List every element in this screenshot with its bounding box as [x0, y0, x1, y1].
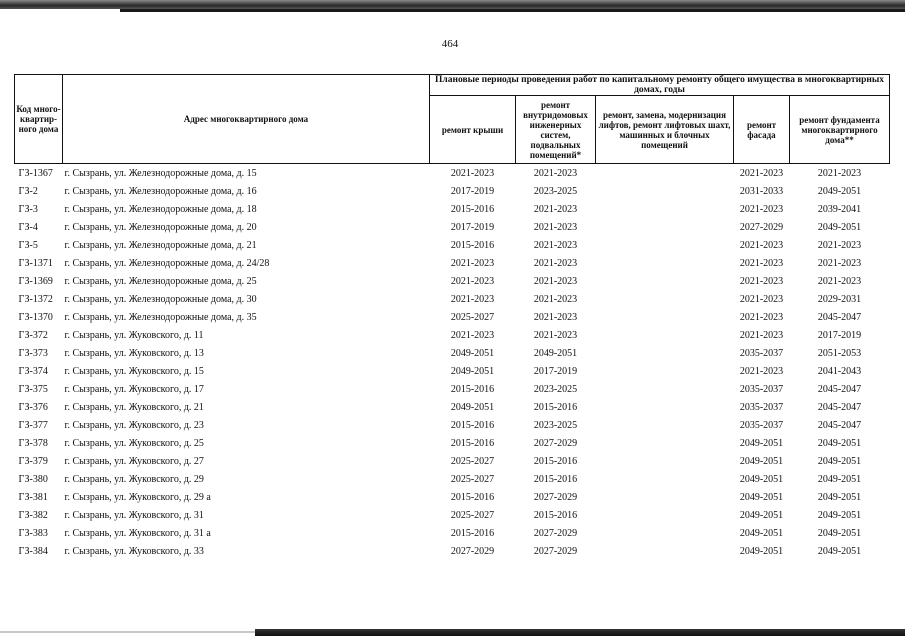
table-row: [15, 290, 890, 308]
cell-facade-repair: 2031-2033: [739, 185, 784, 197]
cell-code: ГЗ-381: [18, 491, 48, 503]
cell-roof-repair: 2015-2016: [450, 437, 495, 449]
cell-foundation-repair: 2049-2051: [817, 455, 862, 467]
header-elevator-repair: ремонт, замена, модернизация лифтов, ремонт лифтовых шахт, машинных и блочных помещений: [596, 96, 734, 164]
cell-foundation-repair: 2021-2023: [817, 167, 862, 179]
table-row: [15, 524, 890, 542]
capital-repair-table: [14, 74, 890, 560]
cell-elevator-repair: [596, 542, 734, 560]
cell-facade-repair: 2035-2037: [739, 347, 784, 359]
cell-code: ГЗ-1371: [18, 257, 53, 269]
table-body: [15, 164, 890, 561]
cell-elevator-repair: [596, 434, 734, 452]
table-row: [15, 416, 890, 434]
cell-foundation-repair: 2049-2051: [817, 221, 862, 233]
cell-roof-repair: 2015-2016: [450, 491, 495, 503]
cell-code: ГЗ-375: [18, 383, 48, 395]
cell-foundation-repair: 2021-2023: [817, 275, 862, 287]
cell-engineering-repair: 2015-2016: [533, 455, 578, 467]
cell-foundation-repair: 2049-2051: [817, 437, 862, 449]
cell-elevator-repair: [596, 200, 734, 218]
cell-facade-repair: 2049-2051: [739, 545, 784, 557]
cell-address: г. Сызрань, ул. Железнодорожные дома, д. 16: [64, 185, 257, 197]
cell-address: г. Сызрань, ул. Жуковского, д. 11: [64, 329, 204, 341]
cell-foundation-repair: 2045-2047: [817, 311, 862, 323]
cell-roof-repair: 2049-2051: [450, 401, 495, 413]
cell-address: г. Сызрань, ул. Железнодорожные дома, д. 18: [64, 203, 257, 215]
cell-address: г. Сызрань, ул. Жуковского, д. 15: [64, 365, 204, 377]
cell-foundation-repair: 2021-2023: [817, 257, 862, 269]
cell-address: г. Сызрань, ул. Жуковского, д. 29 а: [64, 491, 211, 503]
cell-facade-repair: 2049-2051: [739, 509, 784, 521]
cell-engineering-repair: 2021-2023: [533, 329, 578, 341]
cell-roof-repair: 2015-2016: [450, 203, 495, 215]
cell-address: г. Сызрань, ул. Жуковского, д. 21: [64, 401, 204, 413]
cell-code: ГЗ-1367: [18, 167, 53, 179]
cell-address: г. Сызрань, ул. Жуковского, д. 23: [64, 419, 204, 431]
cell-foundation-repair: 2017-2019: [817, 329, 862, 341]
cell-roof-repair: 2021-2023: [450, 167, 495, 179]
cell-code: ГЗ-376: [18, 401, 48, 413]
header-engineering-repair: ремонт внутридомовых инженерных систем, подвальных помещений*: [516, 96, 596, 164]
header-foundation-repair: ремонт фундамента многоквартирного дома**: [790, 96, 890, 164]
cell-elevator-repair: [596, 218, 734, 236]
cell-roof-repair: 2021-2023: [450, 293, 495, 305]
cell-code: ГЗ-1369: [18, 275, 53, 287]
cell-elevator-repair: [596, 506, 734, 524]
table-row: [15, 488, 890, 506]
cell-code: ГЗ-3: [18, 203, 38, 215]
cell-address: г. Сызрань, ул. Железнодорожные дома, д. 21: [64, 239, 257, 251]
cell-facade-repair: 2021-2023: [739, 239, 784, 251]
cell-roof-repair: 2015-2016: [450, 527, 495, 539]
cell-code: ГЗ-378: [18, 437, 48, 449]
table-header: [15, 75, 890, 164]
cell-roof-repair: 2021-2023: [450, 275, 495, 287]
cell-code: ГЗ-2: [18, 185, 38, 197]
table-row: [15, 308, 890, 326]
cell-engineering-repair: 2021-2023: [533, 203, 578, 215]
cell-elevator-repair: [596, 308, 734, 326]
cell-code: ГЗ-5: [18, 239, 38, 251]
table-row: [15, 272, 890, 290]
cell-engineering-repair: 2027-2029: [533, 527, 578, 539]
cell-facade-repair: 2035-2037: [739, 401, 784, 413]
cell-facade-repair: 2035-2037: [739, 383, 784, 395]
table-row: [15, 344, 890, 362]
cell-address: г. Сызрань, ул. Железнодорожные дома, д. 24/28: [64, 257, 270, 269]
cell-code: ГЗ-373: [18, 347, 48, 359]
cell-address: г. Сызрань, ул. Жуковского, д. 33: [64, 545, 204, 557]
cell-elevator-repair: [596, 452, 734, 470]
table-row: [15, 452, 890, 470]
cell-elevator-repair: [596, 398, 734, 416]
table-row: [15, 182, 890, 200]
cell-address: г. Сызрань, ул. Железнодорожные дома, д. 15: [64, 167, 257, 179]
cell-address: г. Сызрань, ул. Жуковского, д. 31: [64, 509, 204, 521]
cell-elevator-repair: [596, 488, 734, 506]
cell-code: ГЗ-374: [18, 365, 48, 377]
table-row: [15, 164, 890, 183]
cell-engineering-repair: 2021-2023: [533, 221, 578, 233]
table-row: [15, 236, 890, 254]
cell-foundation-repair: 2049-2051: [817, 473, 862, 485]
cell-code: ГЗ-4: [18, 221, 38, 233]
cell-roof-repair: 2025-2027: [450, 509, 495, 521]
cell-elevator-repair: [596, 182, 734, 200]
cell-address: г. Сызрань, ул. Жуковского, д. 31 а: [64, 527, 211, 539]
scan-border-top-edge: [120, 9, 905, 12]
cell-engineering-repair: 2021-2023: [533, 311, 578, 323]
cell-foundation-repair: 2045-2047: [817, 419, 862, 431]
cell-foundation-repair: 2049-2051: [817, 527, 862, 539]
cell-facade-repair: 2035-2037: [739, 419, 784, 431]
scan-border-bottom-faint: [0, 631, 255, 633]
cell-engineering-repair: 2049-2051: [533, 347, 578, 359]
cell-elevator-repair: [596, 344, 734, 362]
cell-facade-repair: 2021-2023: [739, 329, 784, 341]
table-row: [15, 542, 890, 560]
cell-engineering-repair: 2023-2025: [533, 419, 578, 431]
cell-foundation-repair: 2049-2051: [817, 185, 862, 197]
cell-roof-repair: 2027-2029: [450, 545, 495, 557]
cell-foundation-repair: 2039-2041: [817, 203, 862, 215]
cell-roof-repair: 2021-2023: [450, 257, 495, 269]
table-row: [15, 362, 890, 380]
cell-foundation-repair: 2049-2051: [817, 491, 862, 503]
cell-address: г. Сызрань, ул. Железнодорожные дома, д. 30: [64, 293, 257, 305]
cell-engineering-repair: 2015-2016: [533, 401, 578, 413]
cell-code: ГЗ-377: [18, 419, 48, 431]
cell-roof-repair: 2025-2027: [450, 311, 495, 323]
cell-roof-repair: 2017-2019: [450, 185, 495, 197]
cell-elevator-repair: [596, 164, 734, 183]
cell-elevator-repair: [596, 254, 734, 272]
cell-code: ГЗ-1372: [18, 293, 53, 305]
cell-roof-repair: 2049-2051: [450, 365, 495, 377]
table-row: [15, 326, 890, 344]
table-row: [15, 398, 890, 416]
header-work-periods: Плановые периоды проведения работ по капитальному ремонту общего имущества в многоквартирных домах, годы: [430, 75, 890, 96]
cell-engineering-repair: 2015-2016: [533, 473, 578, 485]
cell-code: ГЗ-372: [18, 329, 48, 341]
cell-engineering-repair: 2023-2025: [533, 383, 578, 395]
cell-engineering-repair: 2023-2025: [533, 185, 578, 197]
cell-foundation-repair: 2051-2053: [817, 347, 862, 359]
cell-foundation-repair: 2049-2051: [817, 545, 862, 557]
cell-address: г. Сызрань, ул. Железнодорожные дома, д. 35: [64, 311, 257, 323]
cell-code: ГЗ-384: [18, 545, 48, 557]
table-row: [15, 434, 890, 452]
cell-engineering-repair: 2015-2016: [533, 509, 578, 521]
cell-engineering-repair: 2021-2023: [533, 239, 578, 251]
table-row: [15, 218, 890, 236]
cell-elevator-repair: [596, 326, 734, 344]
scan-border-top: [0, 0, 905, 9]
cell-facade-repair: 2049-2051: [739, 491, 784, 503]
cell-code: ГЗ-1370: [18, 311, 53, 323]
cell-elevator-repair: [596, 362, 734, 380]
cell-facade-repair: 2049-2051: [739, 527, 784, 539]
cell-address: г. Сызрань, ул. Жуковского, д. 17: [64, 383, 204, 395]
cell-facade-repair: 2021-2023: [739, 365, 784, 377]
cell-foundation-repair: 2041-2043: [817, 365, 862, 377]
cell-roof-repair: 2021-2023: [450, 329, 495, 341]
cell-address: г. Сызрань, ул. Жуковского, д. 13: [64, 347, 204, 359]
cell-elevator-repair: [596, 272, 734, 290]
cell-roof-repair: 2025-2027: [450, 473, 495, 485]
cell-code: ГЗ-383: [18, 527, 48, 539]
cell-facade-repair: 2021-2023: [739, 275, 784, 287]
cell-elevator-repair: [596, 416, 734, 434]
cell-engineering-repair: 2027-2029: [533, 491, 578, 503]
cell-facade-repair: 2049-2051: [739, 473, 784, 485]
table-row: [15, 254, 890, 272]
cell-elevator-repair: [596, 236, 734, 254]
cell-code: ГЗ-382: [18, 509, 48, 521]
cell-facade-repair: 2027-2029: [739, 221, 784, 233]
header-roof-repair: ремонт крыши: [430, 96, 516, 164]
cell-engineering-repair: 2021-2023: [533, 257, 578, 269]
page-number: 464: [441, 38, 459, 50]
header-facade-repair: ремонт фасада: [734, 96, 790, 164]
cell-code: ГЗ-380: [18, 473, 48, 485]
cell-engineering-repair: 2027-2029: [533, 545, 578, 557]
cell-roof-repair: 2017-2019: [450, 221, 495, 233]
table-row: [15, 200, 890, 218]
table-row: [15, 380, 890, 398]
cell-engineering-repair: 2021-2023: [533, 275, 578, 287]
cell-facade-repair: 2021-2023: [739, 293, 784, 305]
cell-facade-repair: 2021-2023: [739, 203, 784, 215]
cell-foundation-repair: 2045-2047: [817, 401, 862, 413]
cell-facade-repair: 2021-2023: [739, 257, 784, 269]
scan-border-bottom: [255, 629, 905, 636]
cell-facade-repair: 2049-2051: [739, 455, 784, 467]
cell-elevator-repair: [596, 470, 734, 488]
cell-foundation-repair: 2049-2051: [817, 509, 862, 521]
cell-address: г. Сызрань, ул. Жуковского, д. 27: [64, 455, 204, 467]
cell-code: ГЗ-379: [18, 455, 48, 467]
cell-elevator-repair: [596, 524, 734, 542]
table-row: [15, 470, 890, 488]
cell-roof-repair: 2015-2016: [450, 419, 495, 431]
cell-foundation-repair: 2029-2031: [817, 293, 862, 305]
header-address: Адрес многоквартирного дома: [63, 75, 430, 164]
cell-engineering-repair: 2021-2023: [533, 293, 578, 305]
cell-facade-repair: 2021-2023: [739, 167, 784, 179]
cell-engineering-repair: 2027-2029: [533, 437, 578, 449]
table-row: [15, 506, 890, 524]
cell-roof-repair: 2015-2016: [450, 239, 495, 251]
cell-engineering-repair: 2021-2023: [533, 167, 578, 179]
cell-engineering-repair: 2017-2019: [533, 365, 578, 377]
cell-address: г. Сызрань, ул. Железнодорожные дома, д. 25: [64, 275, 257, 287]
cell-roof-repair: 2049-2051: [450, 347, 495, 359]
cell-foundation-repair: 2021-2023: [817, 239, 862, 251]
cell-roof-repair: 2025-2027: [450, 455, 495, 467]
header-row-group: [15, 75, 890, 96]
cell-facade-repair: 2049-2051: [739, 437, 784, 449]
cell-address: г. Сызрань, ул. Железнодорожные дома, д. 20: [64, 221, 257, 233]
cell-address: г. Сызрань, ул. Жуковского, д. 29: [64, 473, 204, 485]
cell-elevator-repair: [596, 380, 734, 398]
cell-facade-repair: 2021-2023: [739, 311, 784, 323]
cell-roof-repair: 2015-2016: [450, 383, 495, 395]
cell-elevator-repair: [596, 290, 734, 308]
cell-foundation-repair: 2045-2047: [817, 383, 862, 395]
header-code: Код много-квартир-ного дома: [15, 75, 63, 164]
cell-address: г. Сызрань, ул. Жуковского, д. 25: [64, 437, 204, 449]
